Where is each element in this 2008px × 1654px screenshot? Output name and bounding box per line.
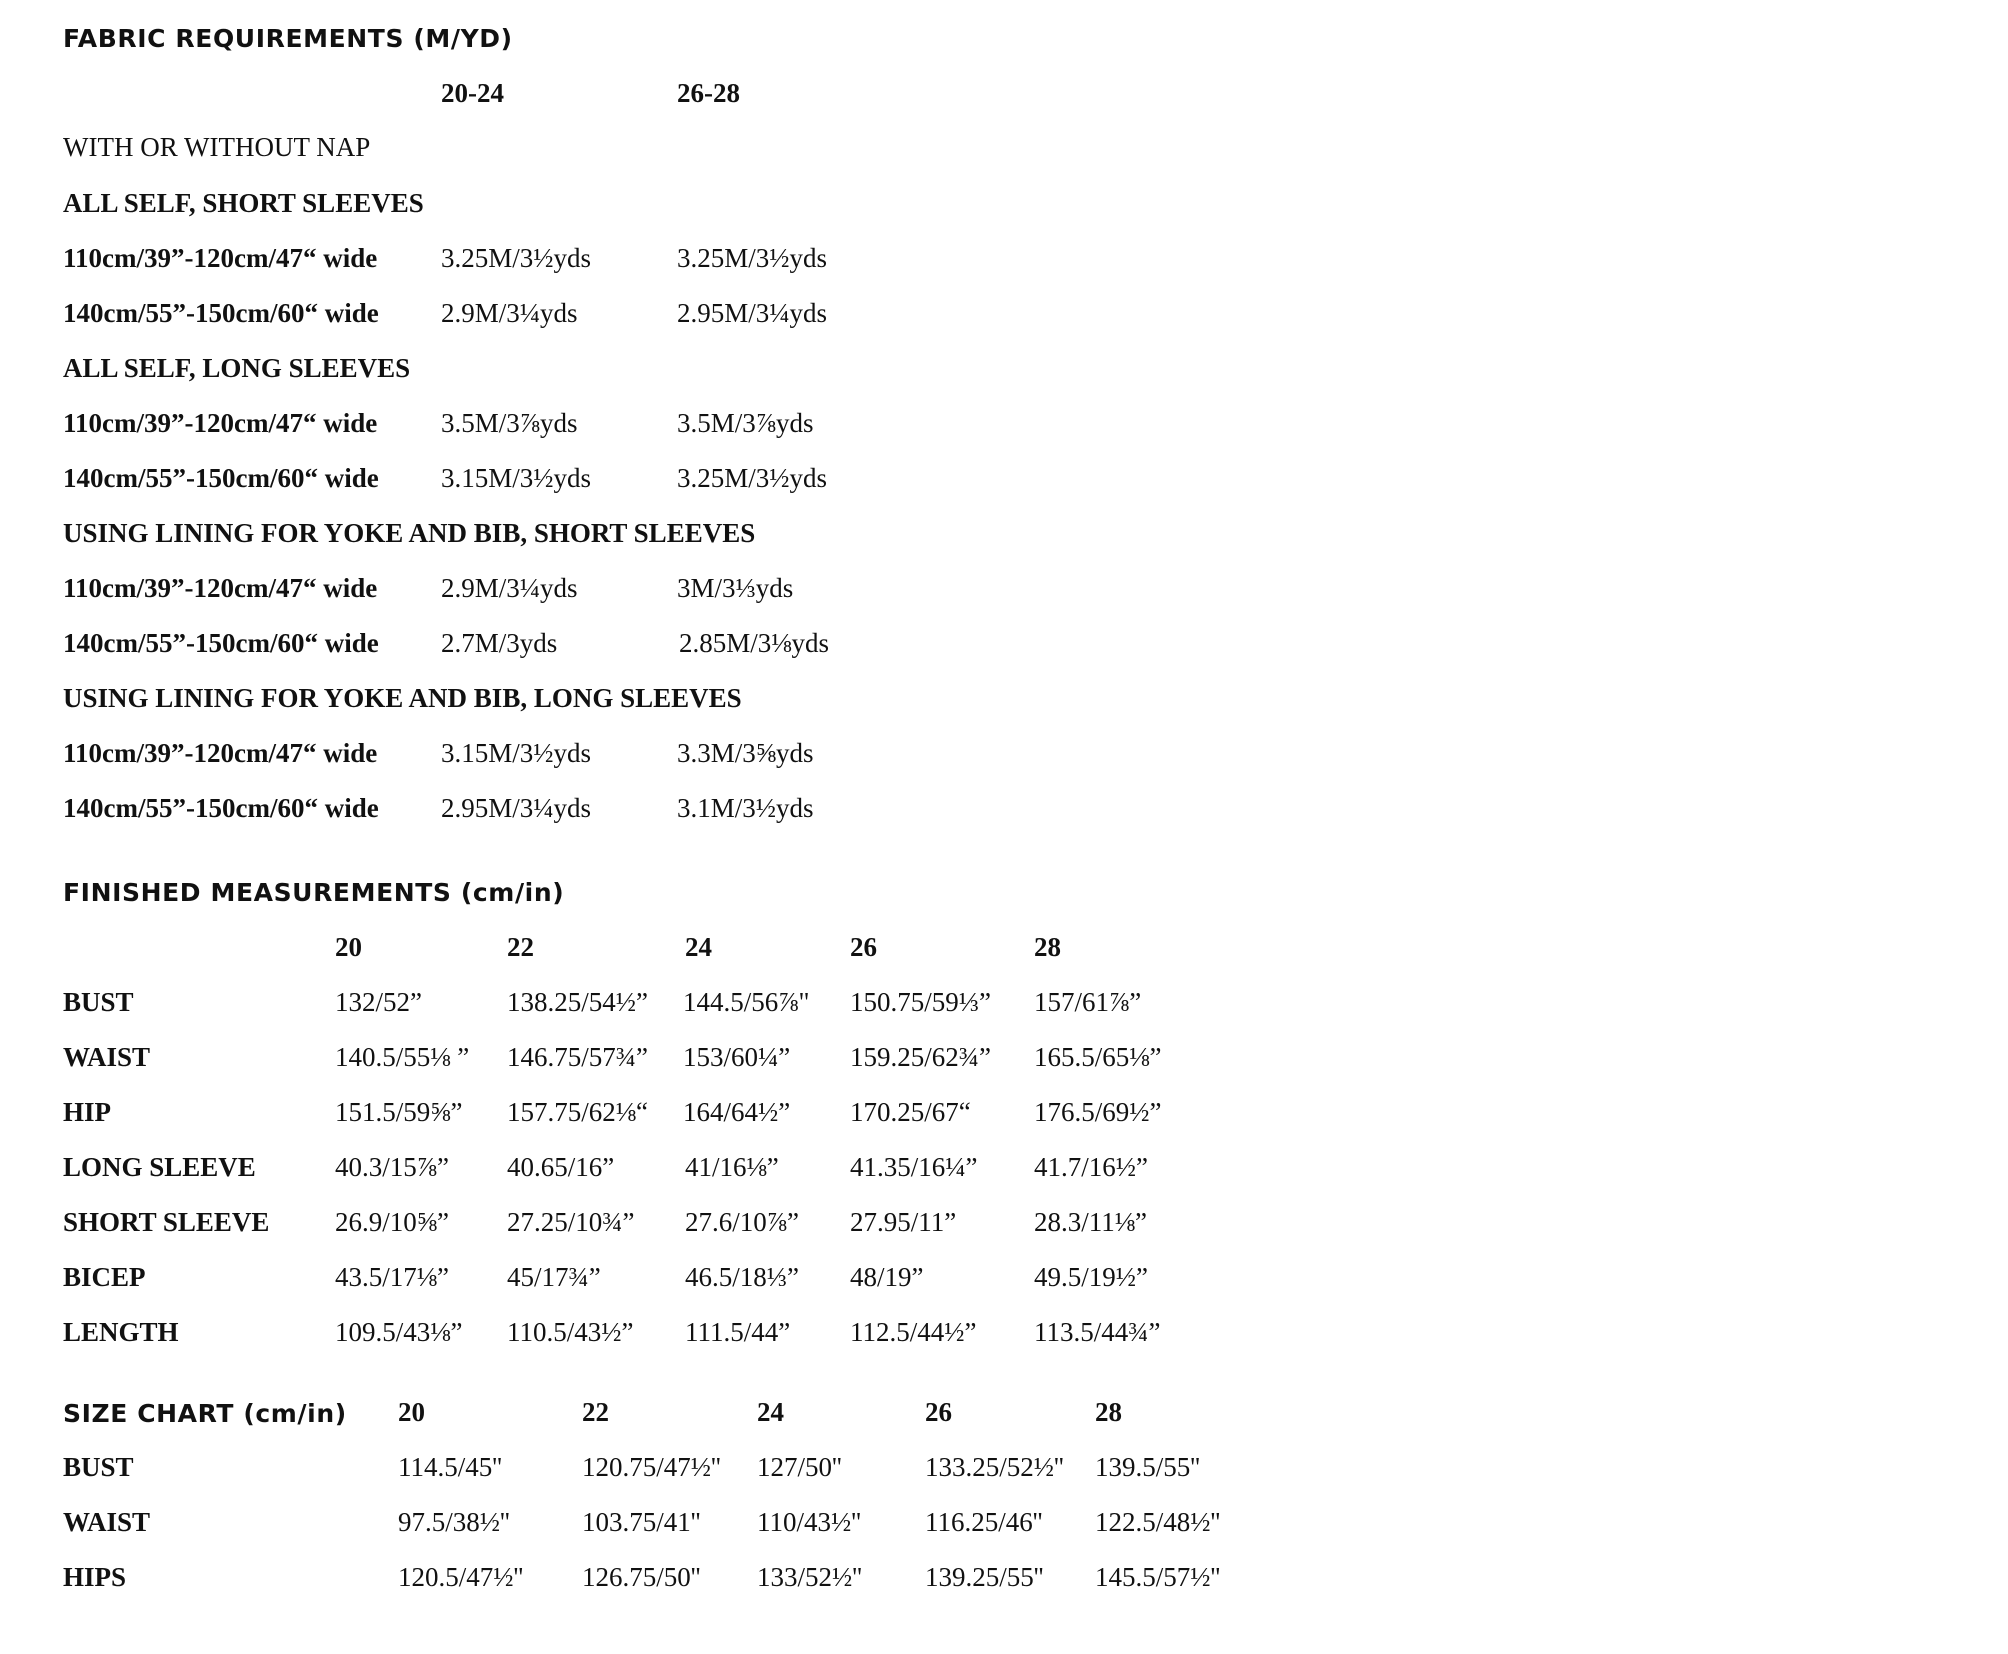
size-chart-label: HIPS [63, 1562, 127, 1592]
size-chart-title: SIZE CHART (cm/in) [63, 1399, 347, 1428]
measurement-value: 151.5/59⅝” [335, 1097, 463, 1127]
measurement-value: 153/60¼” [683, 1042, 791, 1072]
fabric-column-header: 26-28 [677, 78, 740, 108]
size-chart-value: 120.5/47½'' [398, 1562, 524, 1592]
size-chart-value: 122.5/48½'' [1095, 1507, 1221, 1537]
fabric-value: 3.5M/3⅞yds [441, 408, 578, 438]
measurement-value: 170.25/67“ [850, 1097, 971, 1127]
fabric-value: 3.5M/3⅞yds [677, 408, 814, 438]
size-column-header: 22 [582, 1397, 609, 1427]
measurement-label: LONG SLEEVE [63, 1152, 256, 1182]
fabric-value: 2.95M/3¼yds [677, 298, 828, 328]
measurement-value: 157.75/62⅛“ [507, 1097, 648, 1127]
finished-row [0, 1042, 2008, 1082]
measurement-value: 157/61⅞” [1034, 987, 1142, 1017]
finished-row [0, 1207, 2008, 1247]
measurement-label: WAIST [63, 1042, 151, 1072]
size-chart-value: 127/50'' [757, 1452, 842, 1482]
measurement-value: 48/19” [850, 1262, 924, 1292]
size-chart-label: BUST [63, 1452, 134, 1482]
measurement-value: 110.5/43½” [507, 1317, 634, 1347]
measurement-label: BICEP [63, 1262, 146, 1292]
measurement-label: HIP [63, 1097, 112, 1127]
measurement-value: 113.5/44¾” [1034, 1317, 1161, 1347]
fabric-value: 3M/3⅓yds [677, 573, 794, 603]
measurement-value: 27.6/10⅞” [685, 1207, 799, 1237]
size-chart-value: 145.5/57½'' [1095, 1562, 1221, 1592]
fabric-section-heading: ALL SELF, LONG SLEEVES [63, 353, 411, 383]
fabric-row [0, 408, 2008, 448]
measurement-value: 165.5/65⅛” [1034, 1042, 1162, 1072]
measurement-value: 159.25/62¾” [850, 1042, 991, 1072]
size-column-header: 26 [925, 1397, 952, 1427]
size-column-header: 20 [398, 1397, 425, 1427]
size-chart-value: 120.75/47½'' [582, 1452, 721, 1482]
measurement-value: 138.25/54½” [507, 987, 648, 1017]
measurement-value: 26.9/10⅝” [335, 1207, 449, 1237]
finished-measurements-title: FINISHED MEASUREMENTS (cm/in) [63, 878, 565, 907]
size-column-header: 20 [335, 932, 362, 962]
measurement-label: SHORT SLEEVE [63, 1207, 270, 1237]
size-chart-value: 110/43½'' [757, 1507, 861, 1537]
fabric-value: 3.25M/3½yds [677, 463, 828, 493]
finished-row [0, 1262, 2008, 1302]
fabric-width-label: 140cm/55”-150cm/60“ wide [63, 298, 379, 328]
measurement-value: 41.35/16¼” [850, 1152, 978, 1182]
fabric-row [0, 463, 2008, 503]
fabric-value: 2.7M/3yds [441, 628, 558, 658]
finished-row [0, 1317, 2008, 1357]
measurement-value: 41.7/16½” [1034, 1152, 1148, 1182]
size-chart-header-row [0, 1397, 2008, 1437]
fabric-width-label: 110cm/39”-120cm/47“ wide [63, 738, 378, 768]
fabric-width-label: 110cm/39”-120cm/47“ wide [63, 408, 378, 438]
size-chart-value: 103.75/41'' [582, 1507, 701, 1537]
measurement-label: LENGTH [63, 1317, 179, 1347]
size-chart-value: 133.25/52½'' [925, 1452, 1064, 1482]
fabric-column-header: 20-24 [441, 78, 504, 108]
size-column-header: 26 [850, 932, 877, 962]
measurement-value: 27.25/10¾” [507, 1207, 635, 1237]
size-chart-value: 139.25/55'' [925, 1562, 1044, 1592]
fabric-column-header-row [0, 78, 2008, 118]
measurement-value: 109.5/43⅛” [335, 1317, 463, 1347]
measurement-value: 150.75/59⅓” [850, 987, 991, 1017]
fabric-nap-subtitle: WITH OR WITHOUT NAP [63, 132, 371, 162]
size-chart-value: 114.5/45'' [398, 1452, 502, 1482]
size-column-header: 24 [685, 932, 712, 962]
finished-row [0, 1097, 2008, 1137]
size-chart-label: WAIST [63, 1507, 151, 1537]
fabric-row [0, 738, 2008, 778]
size-chart-row [0, 1507, 2008, 1547]
fabric-row [0, 793, 2008, 833]
size-chart-value: 97.5/38½'' [398, 1507, 510, 1537]
size-column-header: 22 [507, 932, 534, 962]
fabric-value: 3.1M/3½yds [677, 793, 814, 823]
measurement-value: 40.3/15⅞” [335, 1152, 449, 1182]
measurement-value: 164/64½” [683, 1097, 791, 1127]
measurement-value: 49.5/19½” [1034, 1262, 1148, 1292]
measurement-value: 132/52” [335, 987, 422, 1017]
fabric-value: 2.9M/3¼yds [441, 298, 578, 328]
size-column-header: 28 [1095, 1397, 1122, 1427]
fabric-value: 2.95M/3¼yds [441, 793, 592, 823]
fabric-section-heading: USING LINING FOR YOKE AND BIB, SHORT SLEEVES [63, 518, 756, 548]
finished-row [0, 1152, 2008, 1192]
fabric-width-label: 110cm/39”-120cm/47“ wide [63, 573, 378, 603]
fabric-section-heading: ALL SELF, SHORT SLEEVES [63, 188, 424, 218]
measurement-value: 140.5/55⅛ ” [335, 1042, 470, 1072]
measurement-value: 28.3/11⅛” [1034, 1207, 1147, 1237]
fabric-row [0, 573, 2008, 613]
finished-row [0, 987, 2008, 1027]
measurement-value: 111.5/44” [685, 1317, 791, 1347]
fabric-value: 2.85M/3⅛yds [679, 628, 830, 658]
fabric-row [0, 628, 2008, 668]
fabric-width-label: 140cm/55”-150cm/60“ wide [63, 793, 379, 823]
size-chart-row [0, 1562, 2008, 1602]
size-chart-value: 126.75/50'' [582, 1562, 701, 1592]
size-chart-value: 133/52½'' [757, 1562, 862, 1592]
size-chart-value: 139.5/55'' [1095, 1452, 1200, 1482]
measurement-value: 43.5/17⅛” [335, 1262, 449, 1292]
measurement-value: 46.5/18⅓” [685, 1262, 799, 1292]
fabric-value: 3.15M/3½yds [441, 463, 592, 493]
fabric-width-label: 110cm/39”-120cm/47“ wide [63, 243, 378, 273]
finished-column-header-row [0, 932, 2008, 972]
fabric-width-label: 140cm/55”-150cm/60“ wide [63, 463, 379, 493]
size-chart-row [0, 1452, 2008, 1492]
fabric-width-label: 140cm/55”-150cm/60“ wide [63, 628, 379, 658]
measurement-value: 41/16⅛” [685, 1152, 779, 1182]
size-chart-value: 116.25/46'' [925, 1507, 1043, 1537]
fabric-row [0, 243, 2008, 283]
measurement-value: 146.75/57¾” [507, 1042, 648, 1072]
fabric-value: 3.15M/3½yds [441, 738, 592, 768]
fabric-section-heading: USING LINING FOR YOKE AND BIB, LONG SLEEVES [63, 683, 742, 713]
fabric-value: 3.25M/3½yds [441, 243, 592, 273]
size-column-header: 28 [1034, 932, 1061, 962]
measurement-value: 144.5/56⅞" [683, 987, 810, 1017]
fabric-value: 2.9M/3¼yds [441, 573, 578, 603]
fabric-row [0, 298, 2008, 338]
fabric-value: 3.25M/3½yds [677, 243, 828, 273]
fabric-value: 3.3M/3⅝yds [677, 738, 814, 768]
measurement-value: 176.5/69½” [1034, 1097, 1162, 1127]
measurement-value: 112.5/44½” [850, 1317, 977, 1347]
measurement-value: 27.95/11” [850, 1207, 957, 1237]
fabric-requirements-title: FABRIC REQUIREMENTS (M/YD) [63, 24, 513, 53]
measurement-value: 45/17¾” [507, 1262, 601, 1292]
size-column-header: 24 [757, 1397, 784, 1427]
measurement-label: BUST [63, 987, 134, 1017]
measurement-value: 40.65/16” [507, 1152, 615, 1182]
